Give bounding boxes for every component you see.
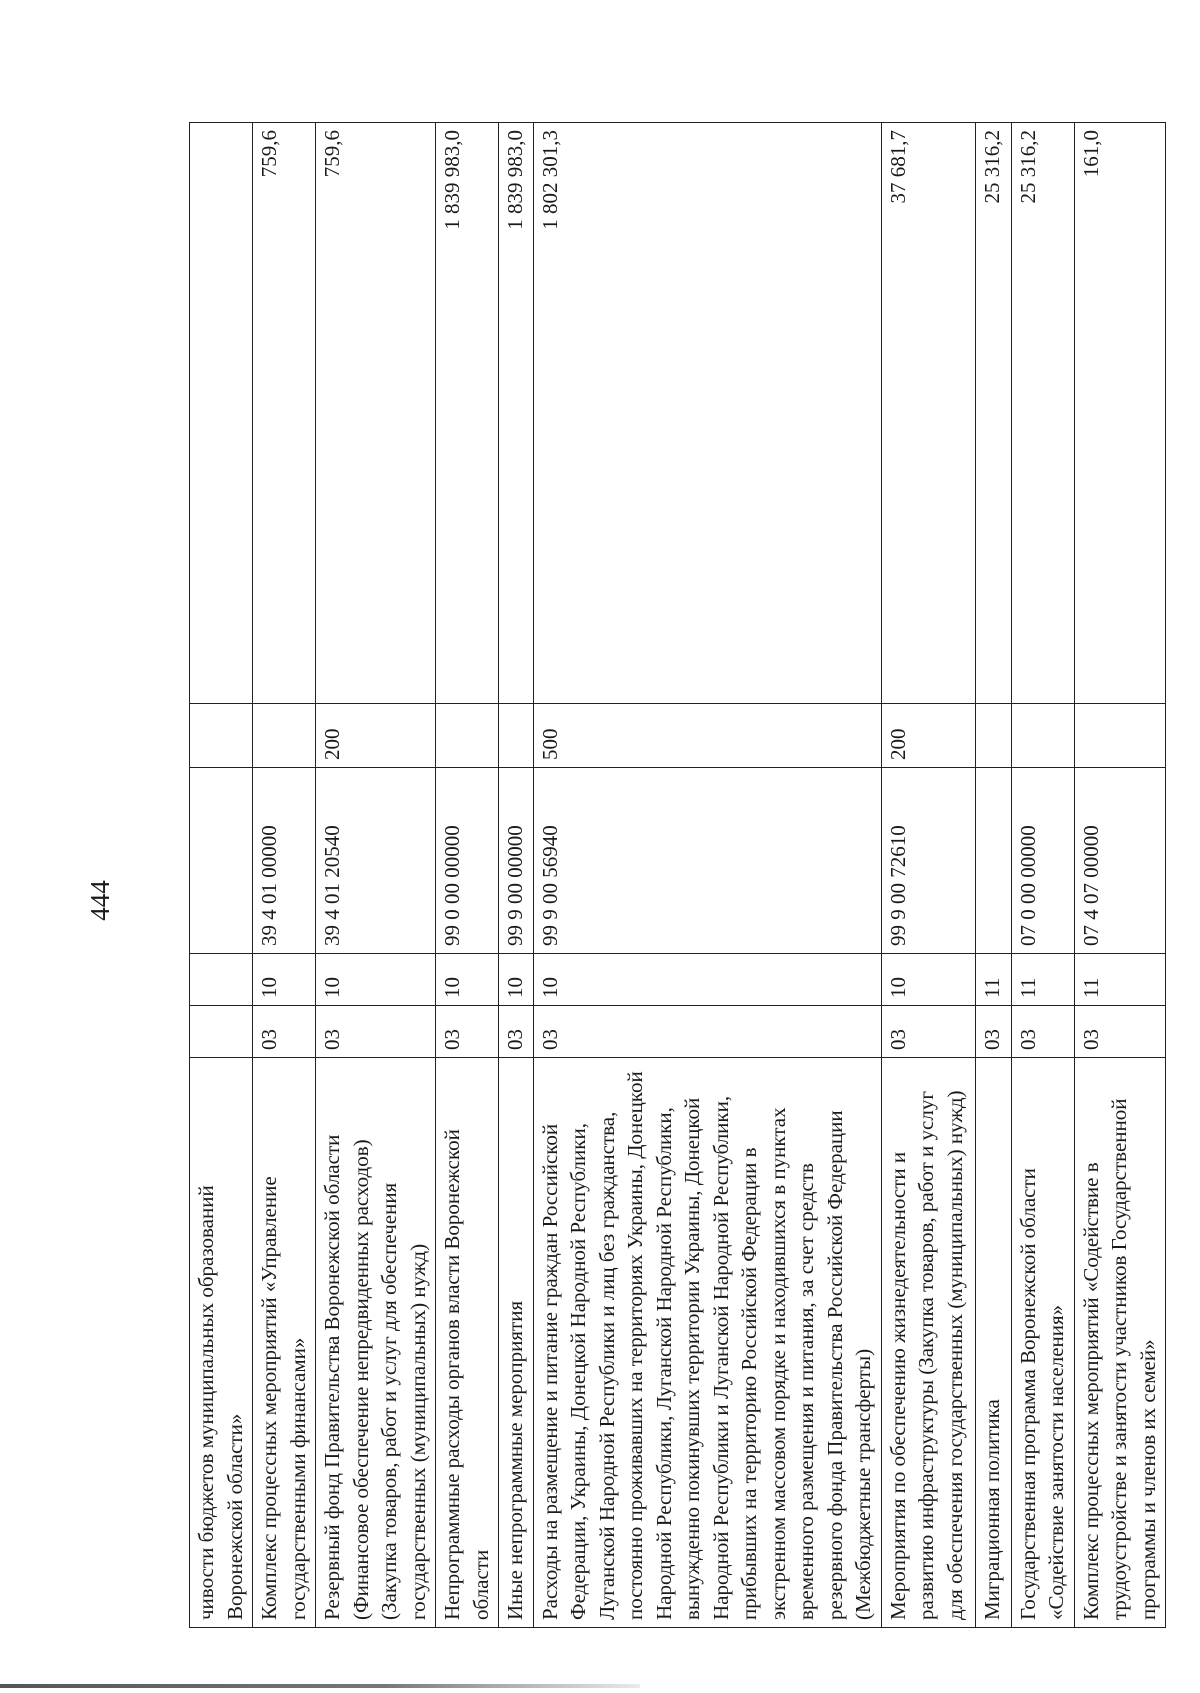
row-pr: 10 [881,954,975,1006]
row-sum: 1 839 983,0 [436,123,499,704]
row-sum: 1 839 983,0 [499,123,534,704]
row-pr: 10 [436,954,499,1006]
row-csr: 39 4 01 20540 [316,768,436,954]
row-csr [975,768,1011,954]
row-csr: 99 9 00 56940 [533,768,881,954]
row-sum: 1 802 301,3 [533,123,881,704]
row-rz: 03 [881,1006,975,1058]
row-vr [975,704,1011,768]
row-rz [190,1006,253,1058]
table-row [316,123,436,1628]
row-csr: 99 9 00 00000 [499,768,534,954]
row-sum: 25 316,2 [1011,123,1074,704]
row-csr [190,768,253,954]
row-vr [190,704,253,768]
table-row [533,123,881,1628]
row-rz: 03 [436,1006,499,1058]
row-sum [190,123,253,704]
row-rz: 03 [1011,1006,1074,1058]
table-row [1074,123,1166,1628]
row-rz: 03 [533,1006,881,1058]
page-number [80,860,120,940]
row-rz: 03 [499,1006,534,1058]
table-row [190,123,253,1628]
rotated-page-content [189,123,1160,1628]
page-number-text: 444 [84,879,115,921]
table-row [499,123,534,1628]
row-pr: 10 [499,954,534,1006]
row-sum: 759,6 [316,123,436,704]
row-name: Иные непрограммные мероприятия [499,1058,534,1628]
row-rz: 03 [975,1006,1011,1058]
row-vr: 200 [316,704,436,768]
row-sum: 25 316,2 [975,123,1011,704]
row-pr: 11 [975,954,1011,1006]
table-row [436,123,499,1628]
row-vr: 500 [533,704,881,768]
table-row [881,123,975,1628]
row-sum: 759,6 [253,123,316,704]
row-csr: 07 0 00 00000 [1011,768,1074,954]
row-pr: 10 [316,954,436,1006]
row-rz: 03 [316,1006,436,1058]
budget-table [189,122,1166,1628]
row-rz: 03 [1074,1006,1166,1058]
table-row [1011,123,1074,1628]
row-vr [253,704,316,768]
row-name: Мероприятия по обеспечению жизнедеятельности и развитию инфраструктуры (Закупка товаров, работ и услуг для обеспечения государственных (муниципальных) нужд) [881,1058,975,1628]
row-vr [1011,704,1074,768]
row-name: Непрограммные расходы органов власти Воронежской области [436,1058,499,1628]
table-row [975,123,1011,1628]
row-name: Государственная программа Воронежской области «Содействие занятости населения» [1011,1058,1074,1628]
row-pr: 10 [253,954,316,1006]
row-name: Комплекс процессных мероприятий «Содействие в трудоустройстве и занятости участников Государственной программы и членов их семей» [1074,1058,1166,1628]
scan-edge-line [0,1684,640,1688]
row-csr: 39 4 01 00000 [253,768,316,954]
row-name: Миграционная политика [975,1058,1011,1628]
row-pr [190,954,253,1006]
row-pr: 11 [1074,954,1166,1006]
row-pr: 11 [1011,954,1074,1006]
row-name: Расходы на размещение и питание граждан Российской Федерации, Украины, Донецкой Народной Республики, Луганской Народной Республики и лиц без гражданства, постоянно проживавших на территориях Украины, Донецкой Народной Республики, Луганской Народной Республики, вынужденно покинувших территории Украины, Донецкой Народной Республики и Луганской Народной Республики, прибывших на территорию Российской Федерации в экстренном массовом порядке и находившихся в пунктах временного размещения и питания, за счет средств резервного фонда Правительства Российской Федерации (Межбюджетные трансферты) [533,1058,881,1628]
row-vr [436,704,499,768]
row-csr: 99 0 00 00000 [436,768,499,954]
row-name: Резервный фонд Правительства Воронежской области (Финансовое обеспечение непредвиденных расходов) (Закупка товаров, работ и услуг для обеспечения государственных (муниципальных) нужд) [316,1058,436,1628]
row-pr: 10 [533,954,881,1006]
row-name: чивости бюджетов муниципальных образований Воронежской области» [190,1058,253,1628]
row-csr: 99 9 00 72610 [881,768,975,954]
row-sum: 161,0 [1074,123,1166,704]
row-sum: 37 681,7 [881,123,975,704]
row-vr: 200 [881,704,975,768]
row-csr: 07 4 07 00000 [1074,768,1166,954]
row-vr [1074,704,1166,768]
table-row [253,123,316,1628]
row-name: Комплекс процессных мероприятий «Управление государственными финансами» [253,1058,316,1628]
row-vr [499,704,534,768]
row-rz: 03 [253,1006,316,1058]
